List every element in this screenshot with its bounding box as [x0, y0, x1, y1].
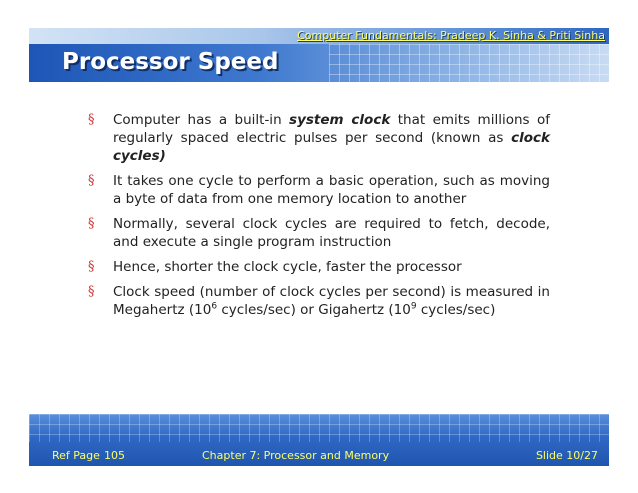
bullet-marker: §	[88, 259, 95, 274]
bullet-item	[88, 283, 550, 319]
bullet-marker: §	[88, 216, 95, 231]
book-title-link[interactable]: Computer Fundamentals: Pradeep K. Sinha & Priti Sinha	[297, 29, 605, 42]
bullet-text: Computer has a built-in system clock that emits millions of regularly spaced electric pulses per second (known as clock cycles)	[113, 112, 550, 164]
bullet-item	[88, 258, 550, 276]
bullet-item	[88, 172, 550, 208]
emphasis-system-clock: system clock	[289, 112, 391, 128]
bullet-marker: §	[88, 173, 95, 188]
slide-title: Processor Speed	[62, 49, 279, 75]
bullet-marker: §	[88, 112, 95, 127]
bullet-item	[88, 215, 550, 251]
bullet-text: It takes one cycle to perform a basic operation, such as moving a byte of data from one memory location to another	[113, 173, 550, 207]
chapter-title: Chapter 7: Processor and Memory	[202, 449, 390, 462]
bullet-text: Normally, several clock cycles are required to fetch, decode, and execute a single program instruction	[113, 216, 550, 250]
title-grid-decoration	[329, 44, 609, 82]
emphasis-clock-cycles: clock cycles)	[113, 130, 550, 164]
ref-page-label: Ref Page	[52, 449, 100, 462]
exponent-9: 9	[410, 301, 417, 312]
slide-content	[88, 111, 550, 326]
bullet-marker: §	[88, 284, 95, 299]
bullet-item	[88, 111, 550, 165]
bullet-text: Hence, shorter the clock cycle, faster the processor	[113, 259, 462, 275]
bullet-text: Clock speed (number of clock cycles per second) is measured in Megahertz ($10^6$ cycles/sec) or Gigahertz ($10^9$ cycles/sec)	[113, 284, 550, 318]
exponent-6: 6	[211, 301, 218, 312]
footer-grid-decoration	[29, 414, 609, 442]
ref-page-number: 105	[104, 449, 125, 462]
slide-number: Slide 10/27	[535, 449, 598, 462]
